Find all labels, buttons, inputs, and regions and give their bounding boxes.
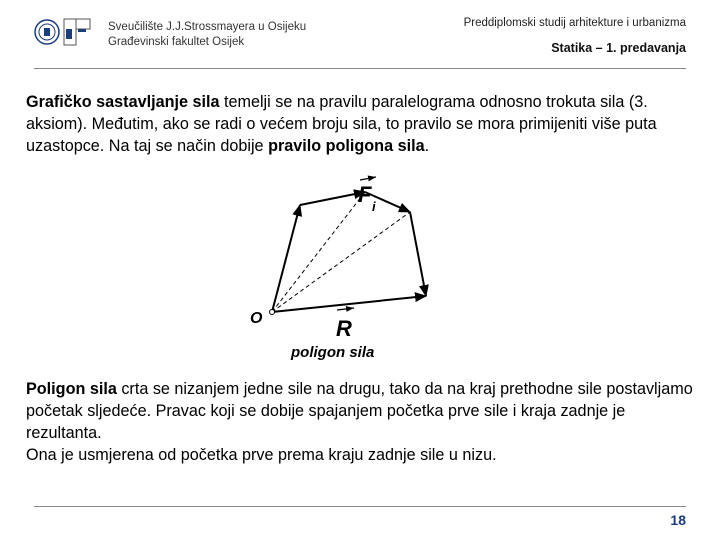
intro-bold-term: Grafičko sastavljanje sila [26,93,220,111]
partial-resultant-2 [272,192,365,312]
intro-bold-rule: pravilo poligona sila [268,137,425,155]
origin-point [270,310,275,315]
course-header [464,17,686,55]
page-number: 18 [670,512,686,528]
intro-paragraph [26,91,696,157]
resultant-label: R [336,316,352,341]
university-logo [34,15,96,49]
lecture-title: Statika – 1. predavanja [551,41,686,55]
resultant-label-arrow [337,308,354,310]
force-label: F [358,182,372,207]
institution-name [108,20,306,50]
force-vector-4 [410,212,426,296]
intro-text-end: . [424,137,430,155]
polygon-text-line2: Ona je usmjerena od početka prve prema kraju zadnje sile u nizu. [26,446,497,464]
force-vector-2 [300,192,365,205]
polygon-paragraph [26,378,696,466]
partial-resultant-3 [272,212,410,312]
resultant-vector [272,296,426,312]
force-subscript: i [372,199,376,214]
polygon-bold-term: Poligon sila [26,380,117,398]
diagram-caption: poligon sila [291,344,375,361]
force-polygon-diagram [240,170,470,370]
force-vector-1 [272,205,300,312]
force-label-arrow [360,177,376,180]
footer-divider [34,506,686,507]
intro-text: temelji se na pravilu paralelograma odnosno trokuta sila (3. aksiom). Međutim, ako se radi o većem broju sila, to pravilo se mora primijeniti više puta uzastopce. Na taj se način dobije [26,93,657,155]
origin-label: O [250,310,263,327]
institution-line-1: Sveučilište J.J.Strossmayera u Osijeku [108,21,307,33]
study-program: Preddiplomski studij arhitekture i urbanizma [463,17,686,29]
header-divider [34,68,686,69]
institution-line-2: Građevinski fakultet Osijek [108,36,245,48]
polygon-text: crta se nizanjem jedne sile na drugu, tako da na kraj prethodne sile postavljamo početak sljedeće. Pravac koji se dobije spajanjem početka prve sile i kraja zadnje je rezultanta. [26,380,693,442]
